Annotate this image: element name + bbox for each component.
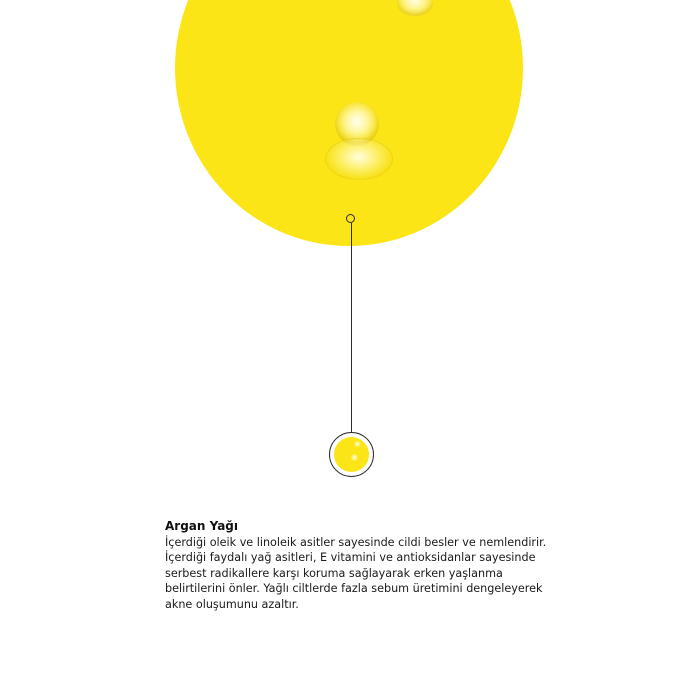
callout-connector-line — [351, 223, 352, 432]
argan-oil-droplet — [175, 0, 523, 246]
ingredient-title: Argan Yağı — [165, 519, 239, 533]
oil-bubble — [325, 138, 393, 180]
oil-bubble — [351, 454, 358, 461]
oil-bubble — [354, 441, 361, 447]
ingredient-info — [165, 518, 565, 612]
ingredient-description: İçerdiği oleik ve linoleik asitler sayesinde cildi besler ve nemlendirir. İçerdiği faydalı yağ asitleri, E vitamini ve antioksidanlar sayesinde serbest radikallere karşı koruma sağlayarak erken yaşlanma belirtilerini önler. Yağlı ciltlerde fazla sebum üretimini dengeleyerek akne oluşumunu azaltır. — [165, 536, 547, 611]
oil-bubble — [397, 0, 433, 16]
zoomed-oil-core — [334, 437, 369, 472]
callout-anchor-dot — [346, 214, 355, 223]
zoomed-oil-drop-icon — [329, 432, 374, 477]
